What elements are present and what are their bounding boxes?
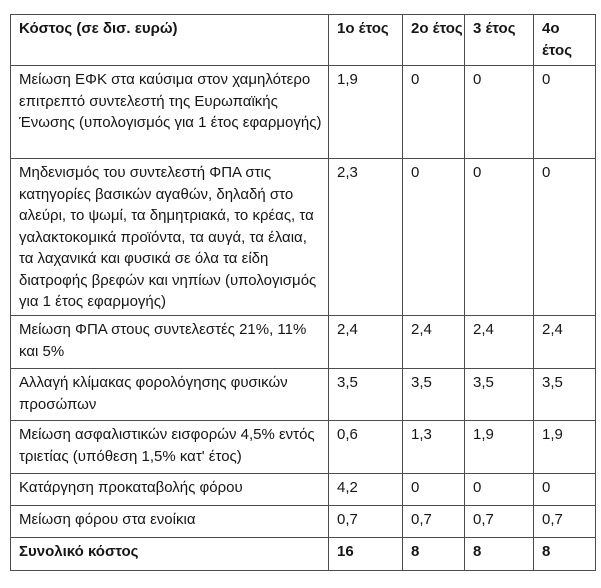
value-cell: 2,3 [329,159,403,316]
value-cell: 0 [465,474,534,506]
cost-table [10,14,596,571]
row-label-cell: Μείωση φόρου στα ενοίκια [11,506,329,538]
row-label-cell: Συνολικό κόστος [11,538,329,571]
column-header-year3: 3 έτος [465,15,534,66]
value-cell: 3,5 [534,369,596,421]
value-cell: 8 [403,538,465,571]
value-cell: 0,7 [465,506,534,538]
row-label-cell: Κατάργηση προκαταβολής φόρου [11,474,329,506]
row-label-cell: Αλλαγή κλίμακας φορολόγησης φυσικών προσώπων [11,369,329,421]
value-cell: 0 [534,474,596,506]
value-cell: 0 [534,159,596,316]
value-cell: 0 [534,66,596,159]
header-row [11,15,596,66]
value-cell: 1,3 [403,421,465,474]
value-cell: 0,7 [534,506,596,538]
row-label-cell: Μείωση ΦΠΑ στους συντελεστές 21%, 11% και 5% [11,316,329,369]
value-cell: 3,5 [329,369,403,421]
value-cell: 8 [534,538,596,571]
row-label-cell: Μείωση ασφαλιστικών εισφορών 4,5% εντός τριετίας (υπόθεση 1,5% κατ' έτος) [11,421,329,474]
value-cell: 0,6 [329,421,403,474]
value-cell: 2,4 [403,316,465,369]
value-cell: 2,4 [465,316,534,369]
row-label-cell: Μηδενισμός του συντελεστή ΦΠΑ στις κατηγορίες βασικών αγαθών, δηλαδή στο αλεύρι, το ψωμί, τα δημητριακά, το κρέας, τα γαλακτοκομικά προϊόντα, τα αυγά, τα έλαια, τα λαχανικά και φυσικά σε όλα τα είδη διατροφής βρεφών και νηπίων (υπολογισμός για 1 έτος εφαρμογής) [11,159,329,316]
value-cell: 0 [403,159,465,316]
value-cell: 16 [329,538,403,571]
value-cell: 3,5 [465,369,534,421]
column-header-year2: 2ο έτος [403,15,465,66]
value-cell: 2,4 [534,316,596,369]
column-header-year1: 1ο έτος [329,15,403,66]
value-cell: 1,9 [329,66,403,159]
value-cell: 4,2 [329,474,403,506]
value-cell: 0 [403,474,465,506]
value-cell: 8 [465,538,534,571]
table-row [11,506,596,538]
value-cell: 2,4 [329,316,403,369]
value-cell: 0 [403,66,465,159]
table-row [11,159,596,316]
value-cell: 0 [465,66,534,159]
table-row-total [11,538,596,571]
table-row [11,316,596,369]
table-row [11,421,596,474]
table-row [11,66,596,159]
column-header-cost: Κόστος (σε δισ. ευρώ) [11,15,329,66]
value-cell: 1,9 [465,421,534,474]
value-cell: 0,7 [329,506,403,538]
value-cell: 1,9 [534,421,596,474]
value-cell: 0,7 [403,506,465,538]
value-cell: 0 [465,159,534,316]
column-header-year4: 4ο έτος [534,15,596,66]
row-label-cell: Μείωση ΕΦΚ στα καύσιμα στον χαμηλότερο επιτρεπτό συντελεστή της Ευρωπαϊκής Ένωσης (υπολογισμός για 1 έτος εφαρμογής) [11,66,329,159]
value-cell: 3,5 [403,369,465,421]
table-row [11,369,596,421]
table-row [11,474,596,506]
